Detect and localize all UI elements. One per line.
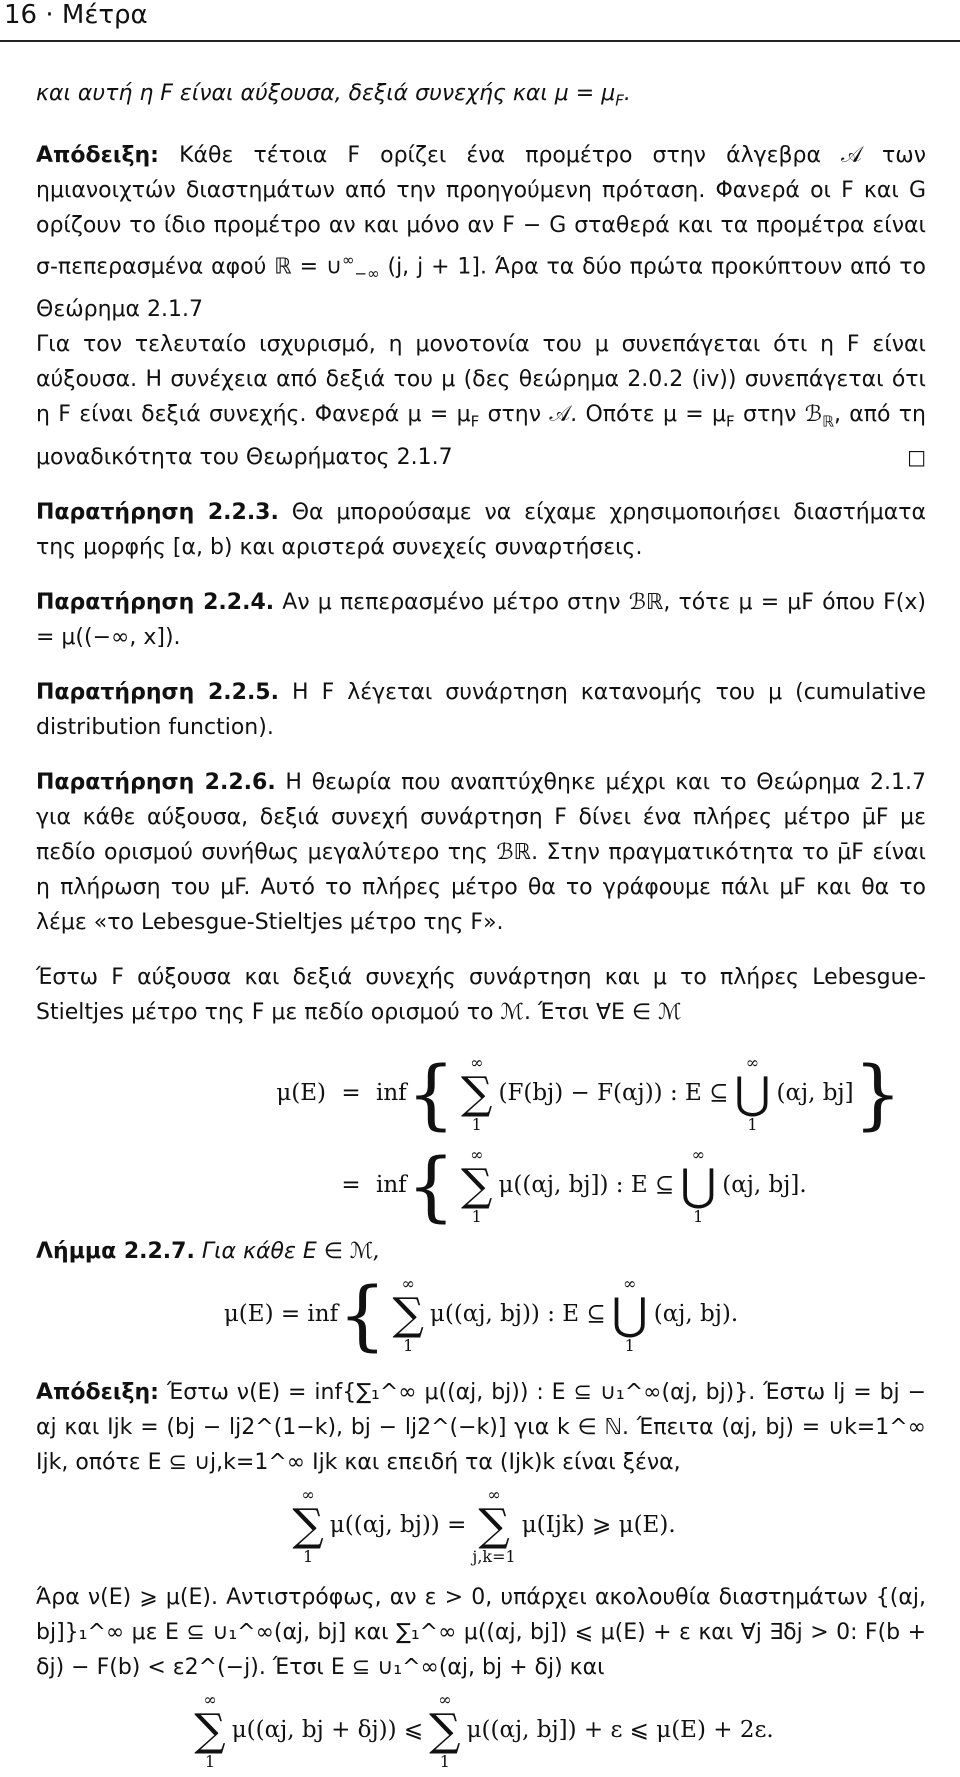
qed-symbol: □ [907,444,926,469]
chapter-title: Μέτρα [61,0,148,30]
display-equation-1: μ(E) = inf { ∞ ∑ 1 (F(bj) − F(αj)) : E ⊆ ∞ ⋃ 1 (αj, bj] } = inf { ∞ ∑ 1 μ((αj, bj]) : E ⊆ ∞ ⋃ 1 (αj, bj]. [36,1048,926,1232]
proof-lemma: Απόδειξη: Έστω ν(E) = inf{∑₁^∞ μ((αj, bj)) : E ⊆ ∪₁^∞(αj, bj)}. Έστω lj = bj − αj και Ijk = (bj − lj2^(1−k), bj − lj2^(−k)] για k ∈ ℕ. Έπειτα (αj, bj) = ∪k=1^∞ Ijk, οπότε E ⊆ ∪j,k=1^∞ Ijk και επειδή τα (Ijk)k είναι ξένα, [36,1379,927,1475]
proof-label: Απόδειξη: [36,143,159,169]
remark-2-2-3: Παρατήρηση 2.2.3. Θα μπορούσαμε να είχαμε χρησιμοποιήσει διαστήματα της μορφής [α, b) και αριστερά συνεχείς συναρτήσεις. [36,499,926,560]
remark-2-2-5: Παρατήρηση 2.2.5. Η F λέγεται συνάρτηση κατανομής του μ (cumulative distribution function). [36,679,926,740]
remark-2-2-6: Παρατήρηση 2.2.6. Η θεωρία που αναπτύχθηκε μέχρι και το Θεώρημα 2.1.7 για κάθε αύξουσα, δεξιά συνεχή συνάρτηση F δίνει ένα πλήρες μέτρο μ̄F με πεδίο ορισμού συνήθως μεγαλύτερο της ℬℝ. Στην πραγματικότητα το μ̄F είναι η πλήρωση του μF. Αυτό το πλήρες μέτρο θα το γράφουμε πάλι μF και θα το λέμε «το Lebesgue-Stieltjes μέτρο της F». [36,769,927,935]
body-text [36,76,926,1777]
display-equation-4: ∞ ∑ 1 μ((αj, bj)) = ∞ ∑ j,k=1 μ(Ijk) ⩾ μ(E). [292,1484,676,1566]
header-separator: · [45,0,54,30]
running-header [4,0,148,30]
proof-paragraph: Απόδειξη: Κάθε τέτοια F ορίζει ένα προμέτρο στην άλγεβρα 𝒜 των ημιανοιχτών διαστημάτων από την προηγούμενη πρόταση. Φανερά οι F και G ορίζουν το ίδιο προμέτρο αν και μόνο αν F − G σταθερά και τα προμέτρα είναι σ-πεπερασμένα αφού ℝ = $\cup^\infty_{-\infty}$ (j, j + 1]. Άρα τα δύο πρώτα προκύπτουν από το Θεώρημα 2.1.7 Για τον τελευταίο ισχυρισμό, η μονοτονία του μ συνεπάγεται ότι η F είναι αύξουσα. Η συνέχεια από δεξιά του μ (δες θεώρημα 2.0.2 (iv)) συνεπάγεται ότι η F είναι δεξιά συνεχής. Φανερά $\mu = \mu_F$ στην 𝒜. Οπότε $\mu = \mu_F$ στην ℬ$_ℝ$, από τη μοναδικότητα του Θεωρήματος 2.1.7 □ [36,138,926,474]
page-number: 16 [4,0,38,30]
remark-2-2-4: Παρατήρηση 2.2.4. Αν μ πεπερασμένο μέτρο στην ℬℝ, τότε μ = μF όπου F(x) = μ((−∞, x]). [36,589,926,650]
display-equation-2: = inf { ∞ ∑ 1 μ((αj, bj]) : E ⊆ ∞ ⋃ 1 (αj, bj]. [341,1140,807,1230]
lemma-2-2-7: Λήμμα 2.2.7. Για κάθε E ∈ ℳ, [36,1238,381,1264]
header-rule [0,40,960,42]
paragraph-converse: Άρα ν(E) ⩾ μ(E). Αντιστρόφως, αν ε > 0, υπάρχει ακολουθία διαστημάτων {(αj, bj]}₁^∞ με E ⊆ ∪₁^∞(αj, bj] και ∑₁^∞ μ((αj, bj]) ⩽ μ(E) + ε και ∀j ∃δj > 0: F(b + δj) − F(b) < ε2^(−j). Έτσι E ⊆ ∪₁^∞(αj, bj + δj) και [36,1584,926,1680]
display-equation-3: μ(E) = inf { ∞ ∑ 1 μ((αj, bj)) : E ⊆ ∞ ⋃ 1 (αj, bj). [223,1269,739,1359]
display-equation-5: ∞ ∑ 1 μ((αj, bj + δj)) ⩽ ∞ ∑ 1 μ((αj, bj]) + ε ⩽ μ(E) + 2ε. [194,1689,774,1771]
theorem-continuation: και αυτή η F είναι αύξουσα, δεξιά συνεχής και $\mu = \mu_F$. [36,81,631,110]
paragraph-lebesgue-stieltjes: Έστω F αύξουσα και δεξιά συνεχής συνάρτηση και μ το πλήρες Lebesgue-Stieltjes μέτρο της F με πεδίο ορισμού το ℳ. Έτσι ∀E ∈ ℳ [36,964,926,1025]
